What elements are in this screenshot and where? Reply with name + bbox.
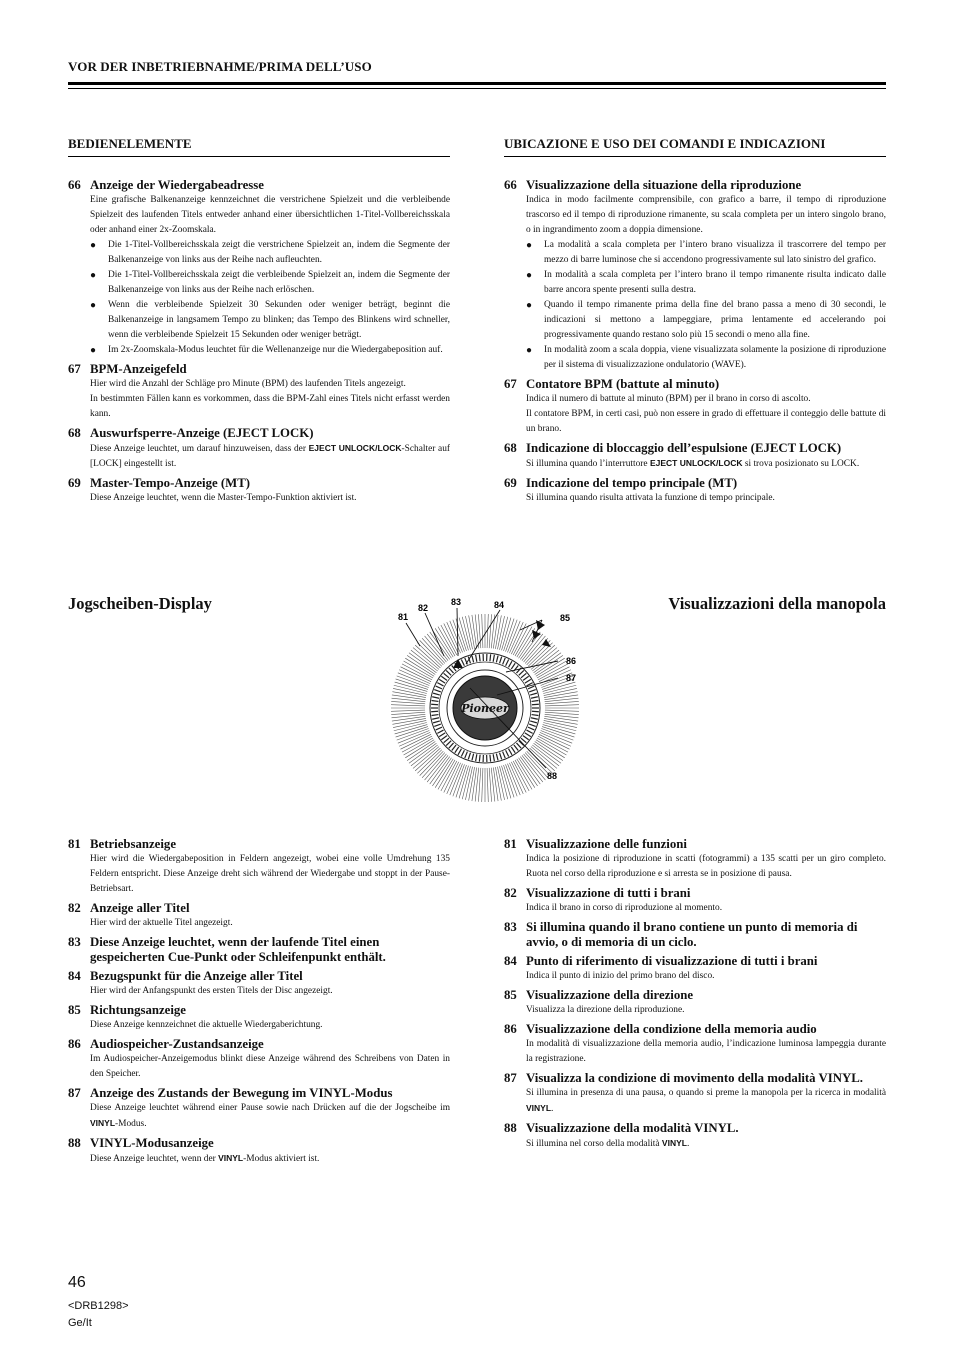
footer-codes <box>68 1298 129 1332</box>
item-description <box>68 984 450 999</box>
jog-tick <box>391 712 425 714</box>
item-number: 88 <box>68 1136 81 1150</box>
item-title <box>504 1121 886 1136</box>
item-paragraph: Si illumina quando risulta attivata la funzione di tempo principale. <box>526 493 775 503</box>
jog-tick <box>506 620 518 652</box>
control-name: VINYL <box>526 1103 552 1113</box>
item-description <box>68 491 450 506</box>
item-title <box>68 178 450 193</box>
section2-right-column <box>504 837 886 1156</box>
item-heading: Si illumina quando il brano contiene un punto di memoria di avvio, o di memoria di un ciclo. <box>526 920 858 949</box>
item-title <box>68 935 450 965</box>
jog-tick <box>391 710 425 711</box>
item-description <box>504 1037 886 1067</box>
item-description <box>504 456 886 472</box>
item-number: 87 <box>504 1071 517 1085</box>
item-paragraph: Indica in modo facilmente comprensibile, con grafico a barre, il tempo di riproduzione trascorso ed il tempo di riproduzione rimanente, su scala completa per un intero singolo brano, o in ingrandimento zoom a doppia dimensione. <box>526 195 886 235</box>
item-text: -Modus. <box>115 1119 147 1129</box>
list-item <box>504 988 886 1018</box>
item-paragraph: Hier wird der Anfangspunkt des ersten Titels der Disc angezeigt. <box>90 986 333 996</box>
list-item <box>68 1086 450 1132</box>
list-item <box>68 901 450 931</box>
item-text: . <box>551 1104 554 1114</box>
list-item <box>504 1022 886 1067</box>
callout-85: 85 <box>560 613 571 623</box>
item-description <box>504 969 886 984</box>
item-text: Diese Anzeige leuchtet, um darauf hinzuweisen, dass der <box>90 444 309 454</box>
item-heading: Richtungsanzeige <box>90 1003 186 1017</box>
item-number: 66 <box>68 178 81 192</box>
item-number: 83 <box>504 920 517 934</box>
list-item <box>504 1071 886 1117</box>
item-paragraph: Diese Anzeige kennzeichnet die aktuelle Wiedergaberichtung. <box>90 1020 323 1030</box>
item-heading: Indicazione del tempo principale (MT) <box>526 476 738 490</box>
jog-tick <box>545 705 579 706</box>
bullet-item: ● Im 2x-Zoomskala-Modus leuchtet für die Wellenanzeige nur die Wiedergabeposition auf. <box>90 343 450 358</box>
item-text: Diese Anzeige leuchtet während einer Pause sowie nach Drücken auf die der Jogscheibe im <box>90 1103 450 1113</box>
jog-tick <box>545 712 579 714</box>
jog-display-title-it: Visualizzazioni della manopola <box>668 594 886 613</box>
item-description <box>504 1003 886 1018</box>
item-description <box>504 193 886 373</box>
item-heading: Visualizza la condizione di movimento della modalità VINYL. <box>526 1071 863 1085</box>
jog-tick <box>450 764 463 796</box>
list-item <box>504 476 886 506</box>
item-paragraph <box>526 1136 886 1152</box>
item-title <box>504 178 886 193</box>
direction-arrow-icon <box>542 639 551 647</box>
item-paragraph: Eine grafische Balkenanzeige kennzeichnet die verstrichene Spielzeit und die verbleibende Spielzeit des laufenden Titels entweder anhand einer übersichtlichen 1-Titel-Vollbereichsskala oder anhand einer 2x-Zoomskala. <box>90 195 450 235</box>
item-title <box>504 476 886 491</box>
control-name: VINYL <box>661 1138 687 1148</box>
control-name: EJECT UNLOCK/LOCK <box>649 458 743 468</box>
jog-tick <box>453 620 465 652</box>
jog-tick <box>545 701 579 703</box>
list-item <box>68 1003 450 1033</box>
callout-84: 84 <box>494 600 505 610</box>
item-title <box>504 920 886 950</box>
jog-tick <box>506 764 518 796</box>
item-heading: Punto di riferimento di visualizzazione di tutti i brani <box>526 954 818 968</box>
list-item <box>68 935 450 965</box>
list-item <box>504 837 886 882</box>
item-heading: Anzeige des Zustands der Bewegung im VINYL-Modus <box>90 1086 393 1100</box>
item-heading: Bezugspunkt für die Anzeige aller Titel <box>90 969 303 983</box>
item-title <box>504 377 886 392</box>
item-number: 83 <box>68 935 81 949</box>
item-number: 68 <box>504 441 517 455</box>
jog-tick <box>398 673 430 686</box>
header-rule-thin <box>68 88 886 89</box>
item-paragraph: Indica il punto di inizio del primo brano del disco. <box>526 971 715 981</box>
callout-86: 86 <box>566 656 577 666</box>
section1-left-column <box>68 136 450 510</box>
jog-tick <box>545 710 579 711</box>
bullet-item: ● In modalità a scala completa per l’intero brano il tempo rimanente risulta indicato dalle barre ancora spente presenti sulla destra. <box>526 268 886 298</box>
item-description <box>504 1086 886 1117</box>
item-paragraph <box>90 1151 450 1167</box>
item-description <box>68 1101 450 1132</box>
control-name: VINYL <box>90 1118 116 1128</box>
item-title <box>68 969 450 984</box>
item-description <box>504 852 886 882</box>
page-number: 46 <box>68 1274 86 1291</box>
pioneer-logo-text: Pioneer <box>461 702 509 715</box>
jog-display-title-de: Jogscheiben-Display <box>68 594 212 613</box>
item-title <box>68 426 450 441</box>
item-text: Si illumina quando l’interruttore <box>526 459 650 469</box>
item-title <box>504 1071 886 1086</box>
item-number: 82 <box>504 886 517 900</box>
item-title <box>504 441 886 456</box>
item-text: Si illumina in presenza di una pausa, o quando si preme la manopola per la ricerca in modalità <box>526 1088 886 1098</box>
item-title <box>68 837 450 852</box>
item-heading: Visualizzazione della condizione della memoria audio <box>526 1022 817 1036</box>
bullet-item: ● Quando il tempo rimanente prima della fine del brano passa a meno di 30 secondi, le indicazioni si mettono a lampeggiare, prima lentamente ed accelerando poi progressivamente quando restano solo più 15 secondi o meno alla fine. <box>526 298 886 343</box>
item-description <box>68 441 450 472</box>
item-number: 66 <box>504 178 517 192</box>
section-heading: BEDIENELEMENTE <box>68 136 450 157</box>
item-text: . <box>686 1139 690 1149</box>
item-heading: Anzeige aller Titel <box>90 901 190 915</box>
jog-tick <box>478 768 480 802</box>
item-list <box>68 178 450 506</box>
jog-tick <box>397 729 429 741</box>
jog-tick <box>397 676 429 688</box>
jog-tick <box>450 621 463 653</box>
list-item <box>68 837 450 897</box>
bullet-item: ● Wenn die verbleibende Spielzeit 30 Sekunden oder weniger beträgt, beginnt die Balkenanzeige in langsamem Tempo zu blinken; das Tempo des Blinkens wird schneller, wenn die verbleibende Spielzeit 15 Sekunden oder weniger beträgt. <box>90 298 450 343</box>
jog-tick <box>541 730 573 743</box>
item-heading: Visualizzazione della situazione della riproduzione <box>526 178 802 192</box>
item-paragraph: Indica il brano in corso di riproduzione al momento. <box>526 903 723 913</box>
item-list <box>504 178 886 506</box>
list-item <box>68 476 450 506</box>
list-item <box>504 954 886 984</box>
bullet-list <box>90 238 450 358</box>
item-heading: Betriebsanzeige <box>90 837 176 851</box>
item-description <box>68 1151 450 1167</box>
item-number: 81 <box>504 837 517 851</box>
jog-tick <box>453 764 465 796</box>
list-item <box>504 178 886 373</box>
callout-87: 87 <box>566 673 577 683</box>
item-title <box>504 886 886 901</box>
item-heading: Visualizzazione di tutti i brani <box>526 886 691 900</box>
bullet-item: ● Die 1-Titel-Vollbereichsskala zeigt die verstrichene Spielzeit an, indem die Segmente der Balkenanzeige von links aus der Reihe nach aufleuchten. <box>90 238 450 268</box>
item-number: 81 <box>68 837 81 851</box>
item-number: 67 <box>68 362 81 376</box>
item-description <box>68 377 450 422</box>
list-item <box>68 969 450 999</box>
item-number: 69 <box>68 476 81 490</box>
item-description <box>504 491 886 506</box>
item-heading: BPM-Anzeigefeld <box>90 362 187 376</box>
item-title <box>68 476 450 491</box>
bullet-item: ● In modalità zoom a scala doppia, viene visualizzata solamente la posizione di riproduzione per il sistema di visualizzazione ondulatorio (WAVE). <box>526 343 886 373</box>
jog-tick <box>489 614 491 648</box>
jog-tick <box>489 768 491 802</box>
item-description <box>504 1136 886 1152</box>
section2-left-column <box>68 837 450 1171</box>
item-text: -Schalter auf [LOCK] eingestellt ist. <box>90 444 451 469</box>
bullet-list <box>526 238 886 373</box>
control-name: VINYL <box>218 1153 244 1163</box>
control-name: EJECT UNLOCK/LOCK <box>308 443 402 453</box>
item-number: 85 <box>504 988 517 1002</box>
list-item <box>68 1136 450 1167</box>
jog-dial-diagram <box>370 590 590 806</box>
item-text: -Modus aktiviert ist. <box>243 1154 320 1164</box>
item-paragraph: Il contatore BPM, in certi casi, può non essere in grado di effettuare il conteggio delle battute di un brano. <box>526 409 886 434</box>
section-heading: UBICAZIONE E USO DEI COMANDI E INDICAZIONI <box>504 136 886 157</box>
item-paragraph: Hier wird die Wiedergabeposition in Feldern angezeigt, wobei eine volle Umdrehung 135 Feldern entspricht. Diese Anzeige dreht sich während der Wiedergabe und stoppt in der Pause-Betriebsart. <box>90 854 450 894</box>
item-title <box>68 1136 450 1151</box>
item-heading: Audiospeicher-Zustandsanzeige <box>90 1037 264 1051</box>
item-number: 88 <box>504 1121 517 1135</box>
item-paragraph: Im Audiospeicher-Anzeigemodus blinkt diese Anzeige während des Schreibens von Daten in den Speicher. <box>90 1054 450 1079</box>
list-item <box>504 1121 886 1152</box>
item-title <box>68 901 450 916</box>
jog-segment <box>479 654 480 661</box>
jog-tick <box>391 705 425 706</box>
item-heading: Diese Anzeige leuchtet, wenn der laufende Titel einen gespeicherten Cue-Punkt oder Schleifenpunkt enthält. <box>90 935 386 964</box>
section1-right-column <box>504 136 886 510</box>
item-paragraph: Visualizza la direzione della riproduzione. <box>526 1005 685 1015</box>
item-number: 86 <box>68 1037 81 1051</box>
item-heading: Visualizzazione della direzione <box>526 988 694 1002</box>
item-title <box>68 1086 450 1101</box>
item-number: 67 <box>504 377 517 391</box>
item-heading: Visualizzazione delle funzioni <box>526 837 687 851</box>
item-paragraph <box>90 441 450 472</box>
item-number: 86 <box>504 1022 517 1036</box>
item-paragraph: In modalità di visualizzazione della memoria audio, l’indicazione luminosa lampeggia durante la registrazione. <box>526 1039 886 1064</box>
jog-tick <box>482 768 483 802</box>
item-paragraph: Hier wird die Anzahl der Schläge pro Minute (BPM) des laufenden Titels angezeigt. <box>90 379 406 389</box>
item-text: Diese Anzeige leuchtet, wenn der <box>90 1154 219 1164</box>
list-item <box>504 441 886 472</box>
item-title <box>504 837 886 852</box>
item-number: 87 <box>68 1086 81 1100</box>
item-number: 85 <box>68 1003 81 1017</box>
document-code: <DRB1298> <box>68 1300 129 1312</box>
jog-tick <box>507 764 520 796</box>
item-title <box>68 362 450 377</box>
list-item <box>504 377 886 437</box>
item-paragraph: Indica la posizione di riproduzione in scatti (fotogrammi) a 135 scatti per un giro completo. Ruota nel corso della riproduzione e si arresta se in posizione di pausa. <box>526 854 886 879</box>
item-paragraph: Indica il numero di battute al minuto (BPM) per il brano in corso di ascolto. <box>526 394 811 404</box>
jog-tick <box>487 768 488 802</box>
item-heading: Visualizzazione della modalità VINYL. <box>526 1121 739 1135</box>
list-item <box>68 426 450 472</box>
list-item <box>68 362 450 422</box>
item-number: 84 <box>504 954 517 968</box>
jog-tick <box>541 729 573 741</box>
item-number: 82 <box>68 901 81 915</box>
item-description <box>68 1052 450 1082</box>
item-heading: Master-Tempo-Anzeige (MT) <box>90 476 251 490</box>
item-paragraph: Hier wird der aktuelle Titel angezeigt. <box>90 918 233 928</box>
item-heading: Indicazione di bloccaggio dell’espulsione (EJECT LOCK) <box>526 441 842 455</box>
item-paragraph <box>526 1086 886 1117</box>
callout-82: 82 <box>418 603 429 613</box>
item-title <box>504 988 886 1003</box>
jog-tick <box>391 701 425 703</box>
item-description <box>68 916 450 931</box>
callout-83: 83 <box>451 597 462 607</box>
bullet-item: ● Die 1-Titel-Vollbereichsskala zeigt die verbleibende Spielzeit an, indem die Segmente der Balkenanzeige von links aus der Reihe nach erlöschen. <box>90 268 450 298</box>
direction-arrow-icon <box>536 620 545 630</box>
jog-tick <box>482 614 483 648</box>
item-paragraph <box>90 1101 450 1132</box>
item-heading: Auswurfsperre-Anzeige (EJECT LOCK) <box>90 426 314 440</box>
item-description <box>68 852 450 897</box>
item-paragraph: Diese Anzeige leuchtet, wenn die Master-Tempo-Funktion aktiviert ist. <box>90 493 357 503</box>
item-number: 68 <box>68 426 81 440</box>
item-number: 84 <box>68 969 81 983</box>
list-item <box>68 178 450 358</box>
jog-tick <box>507 621 520 653</box>
item-title <box>504 954 886 969</box>
list-item <box>504 886 886 916</box>
jog-segment <box>479 755 480 762</box>
item-text: si trova posizionato su LOCK. <box>742 459 860 469</box>
item-text: Si illumina nel corso della modalità <box>526 1139 662 1149</box>
language-code: Ge/It <box>68 1317 92 1329</box>
jog-segment <box>490 654 491 661</box>
callout-88: 88 <box>547 771 558 781</box>
list-item <box>504 920 886 950</box>
item-title <box>68 1003 450 1018</box>
item-list <box>504 837 886 1152</box>
item-title <box>504 1022 886 1037</box>
item-description <box>504 392 886 437</box>
item-description <box>68 193 450 358</box>
item-title <box>68 1037 450 1052</box>
item-heading: Contatore BPM (battute al minuto) <box>526 377 720 391</box>
item-heading: VINYL-Modusanzeige <box>90 1136 214 1150</box>
bullet-item: ● La modalità a scala completa per l’intero brano visualizza il trascorrere del tempo per mezzo di barre luminose che si accendono progressivamente sul lato sinistro del grafico. <box>526 238 886 268</box>
item-paragraph: In bestimmten Fällen kann es vorkommen, dass die BPM-Zahl eines Titels nicht erfasst werden kann. <box>90 394 450 419</box>
item-paragraph <box>526 456 886 472</box>
list-item <box>68 1037 450 1082</box>
item-description <box>68 1018 450 1033</box>
item-number: 69 <box>504 476 517 490</box>
item-list <box>68 837 450 1167</box>
jog-tick <box>398 730 430 743</box>
item-heading: Anzeige der Wiedergabeadresse <box>90 178 264 192</box>
callout-81: 81 <box>398 612 409 622</box>
header-rule-thick <box>68 82 886 85</box>
jog-segment <box>490 755 491 762</box>
page-header-title: VOR DER INBETRIEBNAHME/PRIMA DELL’USO <box>68 59 372 74</box>
item-description <box>504 901 886 916</box>
